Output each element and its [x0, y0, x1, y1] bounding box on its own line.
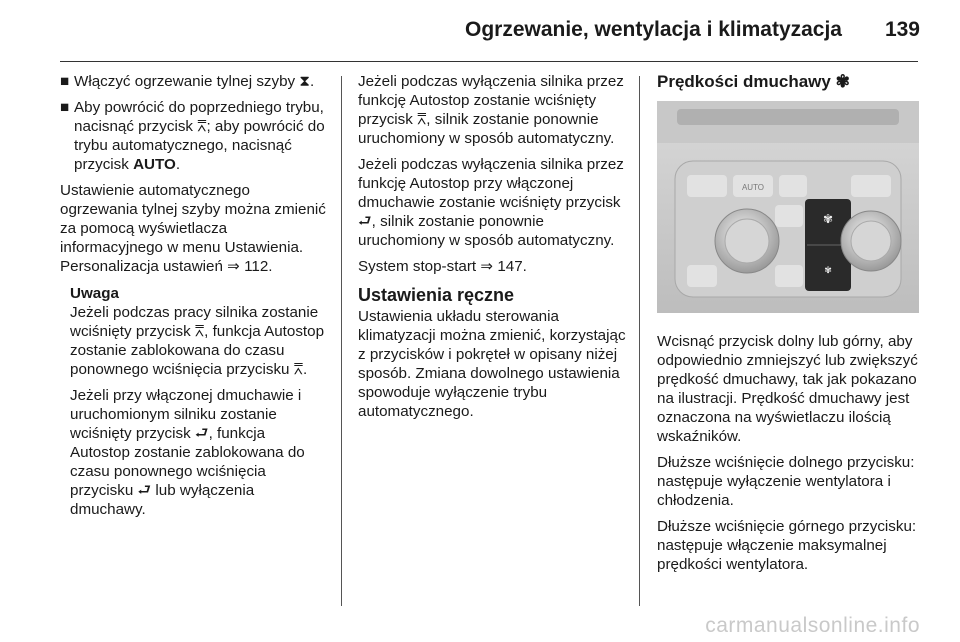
bullet-text-end: . [175, 156, 181, 173]
bullet-mark: ■ [60, 73, 70, 90]
auto-keyword: AUTO [133, 156, 176, 173]
paragraph: Jeżeli podczas wyłączenia silnika przez funkcję Autostop zostanie wciśnięty przycisk ⩞, silnik zostanie ponownie uruchomiony w sposób automatyczny. [358, 73, 624, 147]
bullet-text: Aby powrócić do poprzedniego trybu, nacisnąć przycisk ⩞; aby powrócić do trybu automatycznego, nacisnąć przycisk [74, 99, 325, 173]
note-paragraph: Jeżeli podczas pracy silnika zostanie wciśnięty przycisk ⩞, funkcja Autostop zostanie zablokowana do czasu ponownego wciśnięcia przycisku ⩞. [70, 304, 325, 378]
paragraph: Dłuższe wciśnięcie dolnego przycisku: następuje wyłączenie wentylatora i chłodzenia. [657, 454, 915, 509]
page-header [0, 0, 960, 60]
bullet-mark: ■ [60, 99, 70, 116]
bullet-item [60, 98, 328, 174]
paragraph: Wcisnąć przycisk dolny lub górny, aby odpowiednio zmniejszyć lub zwiększyć prędkość dmuchawy, tak jak pokazano na ilustracji. Prędkość dmuchawy jest oznaczona na wyświetlaczu ilością wskaźników. [657, 333, 918, 445]
page-number: 139 [884, 18, 920, 41]
section-heading: Ustawienia ręczne [358, 285, 515, 305]
column-divider [341, 76, 342, 606]
paragraph: Ustawienie automatycznego ogrzewania tylnej szyby można zmienić za pomocą wyświetlacza informacyjnego w menu Ustawienia. Personalizacja ustawień ⇒ 112. [60, 182, 326, 275]
note-title: Uwaga [70, 285, 119, 302]
column-left [60, 72, 328, 526]
column-divider [639, 76, 640, 606]
photo-auto-label: AUTO [741, 183, 765, 192]
note-paragraph: Jeżeli przy włączonej dmuchawie i uruchomionym silniku zostanie wciśnięty przycisk ⮐, funkcja Autostop zostanie zablokowana do czasu ponownego wciśnięcia przycisku ⮐ lub wyłączenia dmuchawy. [70, 387, 305, 518]
watermark: carmanualsonline.info [705, 614, 920, 637]
paragraph: Jeżeli podczas wyłączenia silnika przez funkcję Autostop przy włączonej dmuchawie zostanie wciśnięty przycisk ⮐, silnik zostanie ponownie uruchomiony w sposób automatyczny. [358, 156, 624, 249]
column-middle [358, 72, 628, 428]
section-heading: Prędkości dmuchawy ✾ [657, 72, 850, 91]
page-title: Ogrzewanie, wentylacja i klimatyzacja [464, 18, 842, 41]
paragraph: Dłuższe wciśnięcie górnego przycisku: następuje włączenie maksymalnej prędkości wentylatora. [657, 518, 917, 573]
note-box [60, 284, 328, 519]
header-rule [60, 61, 918, 62]
paragraph: Ustawienia układu sterowania klimatyzacji można zmienić, korzystając z przycisków i pokręteł w opisany niżej sposób. Zmiana dowolnego ustawienia spowoduje wyłączenie trybu automatycznego. [358, 308, 626, 420]
paragraph: System stop-start ⇒ 147. [358, 258, 527, 275]
svg-text:✾: ✾ [822, 212, 834, 226]
column-right [657, 72, 919, 581]
bullet-text: Włączyć ogrzewanie tylnej szyby ⧗. [74, 73, 315, 90]
climate-panel-photo [657, 101, 919, 313]
svg-text:✾: ✾ [824, 266, 832, 276]
bullet-item [60, 72, 328, 91]
